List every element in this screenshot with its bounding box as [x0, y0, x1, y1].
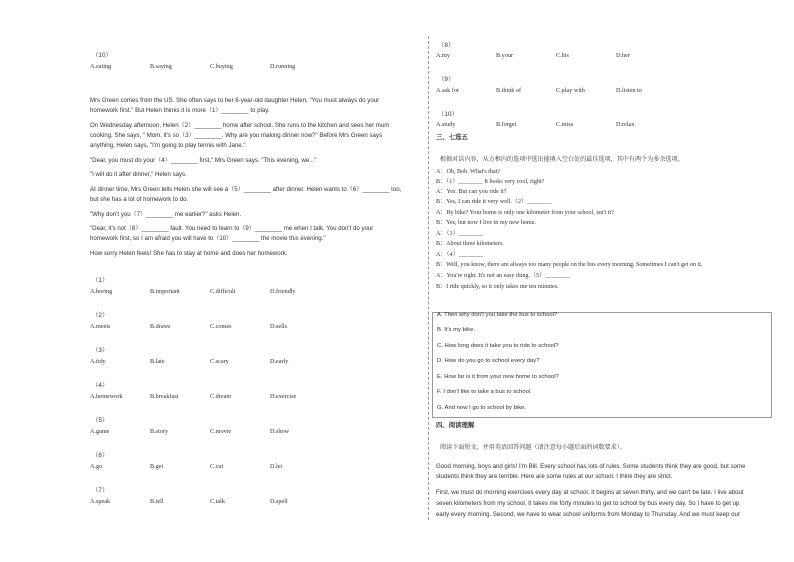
passage-line: Mrs Green comes from the US. She often says to her 8-year-old daughter Helen, "You must always do your [90, 97, 380, 104]
question-label: （10） [438, 111, 458, 118]
section-title: 三、七选五 [436, 134, 468, 141]
option-box-item: D. How do you go to school every day? [437, 358, 540, 364]
dialogue-line: B：（1）________ It looks very cool, right? [436, 179, 545, 185]
option: C.movie [210, 428, 232, 435]
option: C.dream [210, 393, 232, 400]
question-label: （5） [92, 417, 109, 424]
option: A.meets [90, 323, 111, 330]
option: D.show [270, 428, 290, 435]
passage-line: anything, Helen says, "I'm going to play tennis with Jane." [90, 142, 246, 149]
option: D.sells [270, 323, 288, 330]
option: D.early [270, 358, 289, 365]
option: C.talk [210, 498, 225, 505]
options-box [432, 312, 772, 418]
dialogue-line: A：Yes. But can you ride it? [436, 189, 507, 195]
option: A.boring [90, 288, 113, 295]
option: B.late [150, 358, 165, 365]
option: D.running [270, 63, 296, 70]
question-label: （1） [92, 277, 109, 284]
question-label: （4） [92, 382, 109, 389]
dialogue-line: A：（4）________ [436, 252, 484, 258]
reading-line: First, we must do morning exercises every day at school. It begins at seven thirty, and we can't be late. I live about [436, 489, 744, 496]
option: A.game [90, 428, 110, 435]
option: C.miss [556, 121, 574, 128]
option: A.study [436, 121, 456, 128]
option: B.breakfast [150, 393, 179, 400]
option: D.her [616, 52, 630, 59]
option: D.listen to [616, 87, 642, 94]
option: D.let [270, 463, 283, 470]
passage-line: but she has a lot of homework to do. [90, 196, 189, 203]
passage-line: homework first." But Helen thinks it is more（1）________ to play. [90, 107, 270, 114]
option: C.his [556, 52, 569, 59]
option: D.relax [616, 121, 635, 128]
section-instructions: 根据对话内容，从方框内的选项中选出能填入空白处的最佳选项，其中有两个为多余选项。 [440, 156, 684, 163]
reading-line: early every morning. Second, we have to wear school uniforms from Monday to Thursday. And we must keep our [436, 511, 740, 518]
option: B.your [496, 52, 514, 59]
question-label: （6） [92, 452, 109, 459]
dialogue-line: A：You're right. It's not an easy thing.（5）________ [436, 273, 570, 279]
option-box-item: F. I don't like to take a bus to school. [437, 389, 532, 395]
reading-line: seven kilometers from my school. It takes me forty minutes to get to school by bus every day. So I have to get up [436, 500, 740, 507]
option: A.eating [90, 63, 112, 70]
question-label: （8） [438, 42, 455, 49]
option: B.draws [150, 323, 171, 330]
dialogue-line: B：I ride quickly, so it only takes me ten minutes. [436, 284, 559, 290]
section-instructions: 阅读下面短文，并用英语回答问题（请注意每小题后面的词数要求）。 [440, 444, 626, 451]
option: A.my [436, 52, 450, 59]
dialogue-line: A：Oh, Bob. What's that? [436, 169, 501, 175]
question-label: （7） [92, 487, 109, 494]
option: D.friendly [270, 288, 296, 295]
passage-line: "Dear, it's not（8）________ fault. You need to learn to（9）________ me when I talk. You don't do your [90, 225, 374, 232]
option: A.tidy [90, 358, 106, 365]
option: C.comes [210, 323, 232, 330]
option: B.important [150, 288, 180, 295]
dialogue-line: B：Yes, but now I live in my new home. [436, 220, 536, 226]
option: C.buying [210, 63, 233, 70]
reading-line: students think they are terrible. Here are some rules at our school. I think they are strict. [436, 473, 673, 480]
dialogue-line: A：（3）________ [436, 231, 484, 237]
passage-line: At dinner time, Mrs Green tells Helen she will see a（5）________ after dinner. Helen wants to（6）________ too, [90, 186, 402, 193]
option: D.spell [270, 498, 288, 505]
passage-line: homework first, so I am afraid you will have to（10）________ the movie this evening." [90, 235, 326, 242]
option: B.story [150, 428, 169, 435]
option-box-item: B. It's my bike. [437, 327, 476, 333]
option: A.go [90, 463, 103, 470]
dialogue-line: A：By bike? Your home is only one kilometer from your school, isn't it? [436, 210, 614, 216]
column-divider [428, 36, 429, 520]
option: D.exercise [270, 393, 297, 400]
option: C.difficult [210, 288, 236, 295]
passage-line: cooking. She says, " Mom, it's so（3）________. Why are you making dinner now?" Before Mrs Green says [90, 132, 383, 139]
option: B.think of [496, 87, 522, 94]
option-box-item: C. How long does it take you to ride to school? [437, 343, 559, 349]
option: C.scary [210, 358, 229, 365]
dialogue-line: B：About three kilometers. [436, 241, 504, 247]
question-label: （9） [438, 76, 455, 83]
dialogue-line: B：Well, you know, there are always too many people on the bus every morning. Sometimes I can't get on it. [436, 262, 703, 268]
passage-line: How sorry Helen feels! She has to stay at home and does her homework. [90, 250, 288, 257]
option: A.homework [90, 393, 123, 400]
option-box-item: A. Then why don't you take the bus to school? [437, 312, 558, 318]
dialogue-line: B：Yes, I can ride it very well.（2）________ [436, 199, 552, 205]
reading-line: Good morning, boys and girls! I'm Bill. Every school has lots of rules. Some students think they are good, but some [436, 463, 746, 470]
passage-line: "Why don't you（7）________ me earlier?" asks Helen. [90, 211, 242, 218]
option: A.ask for [436, 87, 460, 94]
question-label: （3） [92, 347, 109, 354]
passage-line: "Dear, you must do your（4）________ first," Mrs Green says. "This evening, we..." [90, 157, 317, 164]
question-label: （10） [92, 52, 112, 59]
option: C.cut [210, 463, 224, 470]
passage-line: "I will do it after dinner," Helen says. [90, 171, 187, 178]
option: B.saying [150, 63, 172, 70]
option: B.tell [150, 498, 164, 505]
option-box-item: G. And now I go to school by bike. [437, 405, 527, 411]
section-title: 四、阅读理解 [436, 422, 475, 429]
question-label: （2） [92, 312, 109, 319]
option-box-item: E. How far is it from your new home to school? [437, 374, 559, 380]
option: B.forget [496, 121, 517, 128]
passage-line: On Wednesday afternoon, Helen（2）________ home after school. She runs to the kitchen and sees her mum [90, 122, 390, 129]
option: B.get [150, 463, 164, 470]
option: C.play with [556, 87, 585, 94]
option: A.speak [90, 498, 111, 505]
